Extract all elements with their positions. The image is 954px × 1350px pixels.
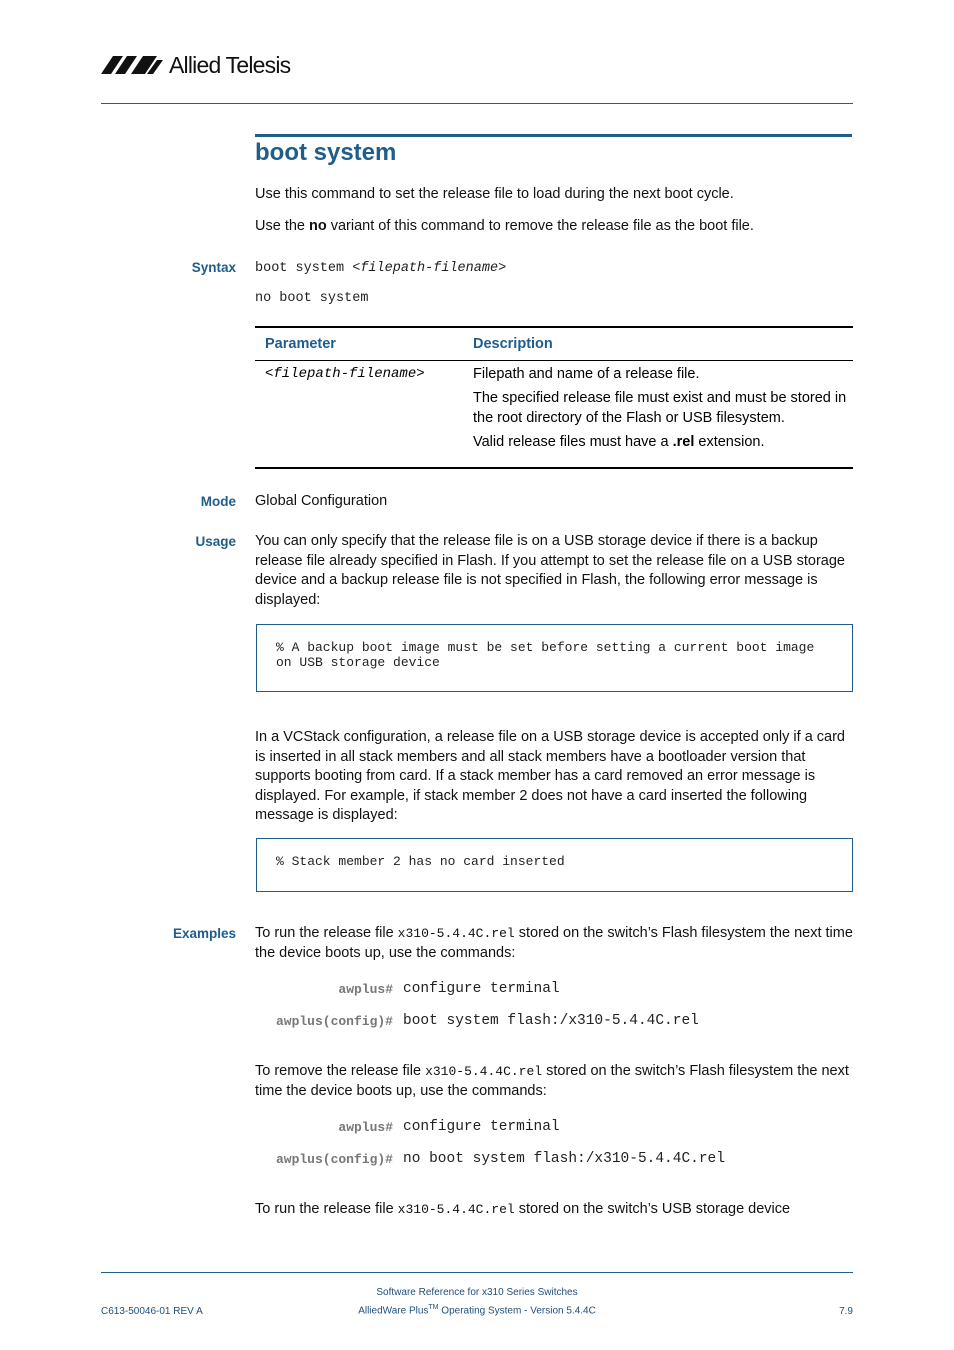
header-divider [101,103,853,104]
table-header-row [255,328,853,361]
column-header-description: Description [473,336,553,352]
example-1-text: To run the release file x310-5.4.4C.rel stored on the switch’s Flash filesystem the next time the device boots up, use the commands: [255,925,853,961]
allied-telesis-logo-icon [101,54,163,76]
column-header-parameter: Parameter [265,336,336,352]
footer-page-number: 7.9 [839,1306,853,1317]
title-divider [255,134,852,137]
example-3-text: To run the release file x310-5.4.4C.rel stored on the switch’s USB storage device [255,1201,791,1217]
mode-value: Global Configuration [255,493,388,509]
usage-label: Usage [195,534,236,549]
footer-os-version: AlliedWare Plus™ Operating System - Version 5.4.4C [358,1304,596,1317]
error-message-box-1: % A backup boot image must be set before setting a current boot image on USB storage device [256,624,853,692]
intro-paragraph: Use this command to set the release file to load during the next boot cycle. [255,186,734,202]
description-line: Filepath and name of a release file. [473,366,700,382]
parameter-table [255,326,853,469]
example-2-text: To remove the release file x310-5.4.4C.rel stored on the switch’s Flash filesystem the next time the device boots up, use the commands: [255,1063,849,1099]
examples-label: Examples [172,926,236,941]
brand-name: Allied Telesis [169,51,291,78]
mode-label: Mode [200,494,236,509]
syntax-label: Syntax [191,260,236,275]
brand-logo [101,50,290,80]
command-prompt: awplus# [338,982,393,997]
parameter-cell: <filepath-filename> [265,366,425,382]
command-text: boot system flash:/x310-5.4.4C.rel [403,1013,699,1029]
footer-doc-number: C613-50046-01 REV A [101,1306,203,1317]
command-prompt: awplus# [338,1120,393,1135]
table-row [255,361,853,467]
footer-doc-title: Software Reference for x310 Series Switches [376,1287,578,1298]
footer-divider [101,1272,853,1273]
syntax-line-2: no boot system [255,291,369,306]
command-prompt: awplus(config)# [275,1152,393,1167]
error-message-box-2: % Stack member 2 has no card inserted [256,838,853,892]
usage-paragraph-1: You can only specify that the release file is on a USB storage device if there is a backup release file already specified in Flash. If you attempt to set the release file on a USB storage device and a backup release file is not specified in Flash, the following error message is displayed: [255,533,845,608]
description-line: The specified release file must exist and must be stored in the root directory of the Flash or USB filesystem. [473,390,847,426]
page-title: boot system [255,139,397,166]
description-cell [463,365,853,457]
no-variant-paragraph: Use the no variant of this command to remove the release file as the boot file. [255,218,754,234]
command-prompt: awplus(config)# [275,1014,393,1029]
syntax-line-1: boot system <filepath-filename> [255,261,507,276]
command-text: configure terminal [403,981,560,997]
usage-paragraph-2: In a VCStack configuration, a release file on a USB storage device is accepted only if a card is inserted in all stack members and all stack members have a bootloader version that supports booting from card. If a stack member has a card removed an error message is displayed. For example, if stack member 2 does not have a card inserted the following message is displayed: [255,729,845,823]
command-text: configure terminal [403,1119,560,1135]
description-line: Valid release files must have a .rel extension. [473,433,765,450]
command-text: no boot system flash:/x310-5.4.4C.rel [403,1151,725,1167]
